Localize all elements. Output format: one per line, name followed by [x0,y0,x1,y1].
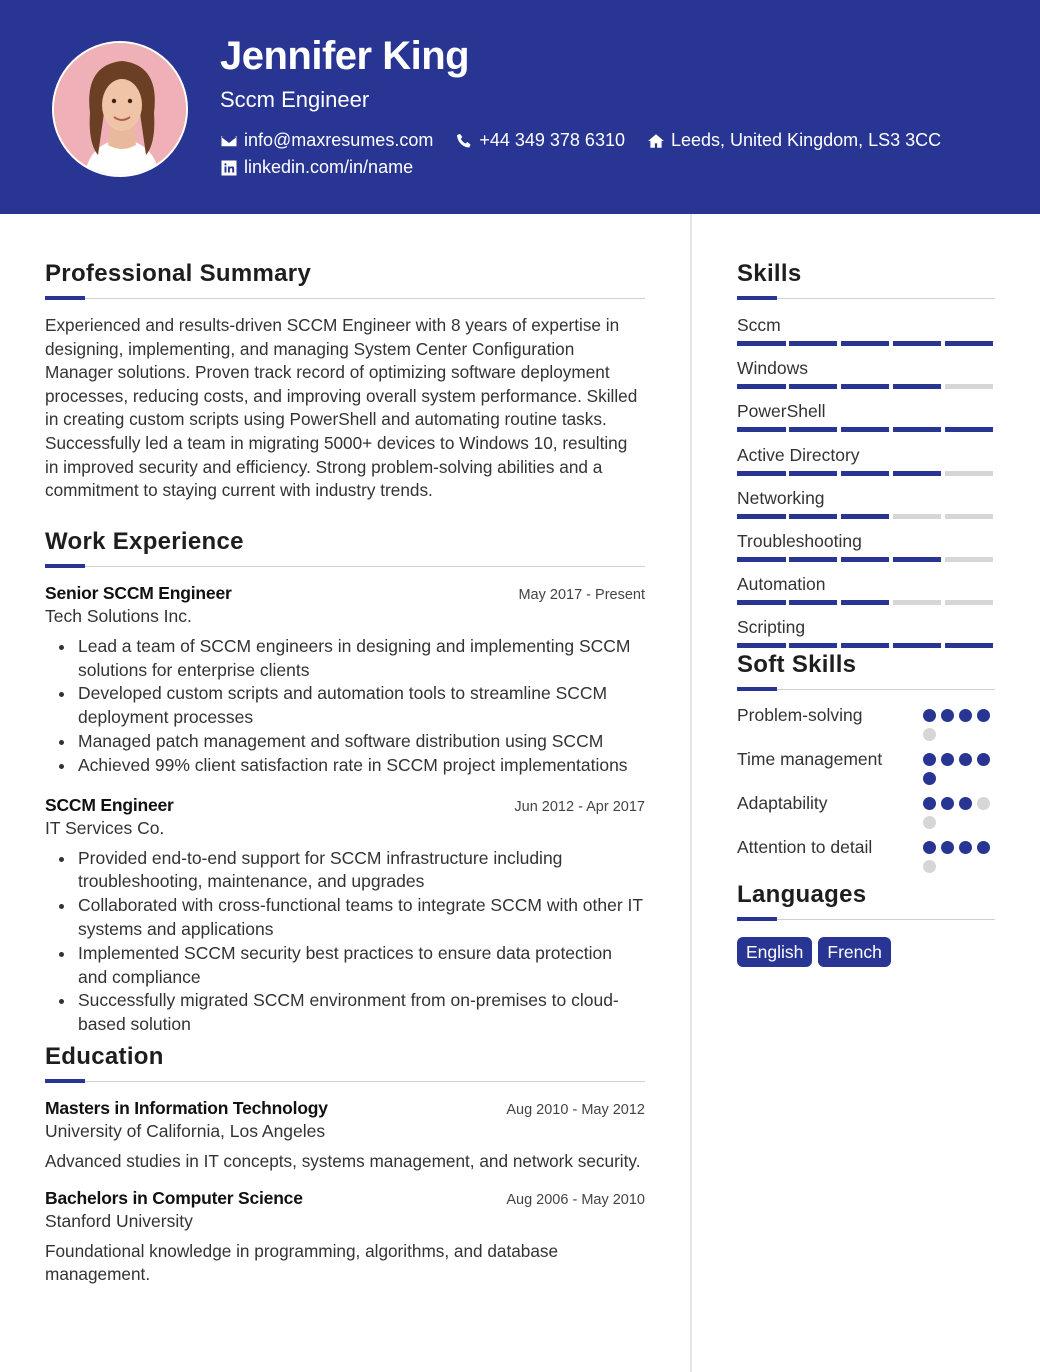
summary-text: Experienced and results-driven SCCM Engineer with 8 years of expertise in designing, implementing, and managing System Center Configuration Manager solutions. Proven track record of optimizing software deployment processes, reducing costs, and improving overall system performance. Skilled in creating custom scripts using PowerShell and automating routine tasks. Successfully led a team in migrating 5000+ devices to Windows 10, resulting in improved security and efficiency. Strong problem-solving abilities and a commitment to staying current with industry trends. [45,315,638,501]
list-item: Successfully migrated SCCM environment from on-premises to cloud-based solution [78,989,645,1037]
skill-row [737,400,995,443]
skill-level-bar [737,341,993,346]
skill-level-segment [841,557,890,562]
education-heading [45,1041,645,1083]
list-item: Collaborated with cross-functional teams to integrate SCCM with other IT systems and applications [78,894,645,942]
soft-skill-rating [923,835,995,873]
rating-dot [977,709,990,722]
rating-dot [959,753,972,766]
soft-skill-name: Time management [737,748,883,769]
list-item: Provided end-to-end support for SCCM infrastructure including troubleshooting, maintenance, and upgrades [78,847,645,895]
resume-header [0,0,1040,214]
skill-level-segment [789,514,838,519]
skill-name: Active Directory [737,444,860,465]
phone-text: +44 349 378 6310 [479,130,625,150]
rating-dot [941,797,954,810]
skill-name: Sccm [737,315,781,335]
skill-row [737,530,995,573]
skill-level-segment [789,600,838,605]
skill-row [737,357,995,400]
soft-skills-list [737,703,995,873]
skill-row [737,444,995,487]
section-rule [45,566,645,567]
skill-level-segment [737,427,786,432]
main-column [45,258,645,1287]
skill-level-segment [789,557,838,562]
job-date: Jun 2012 - Apr 2017 [514,798,645,815]
section-accent [737,917,777,921]
rating-dot [959,797,972,810]
section-accent [737,296,777,300]
skill-level-segment [945,514,994,519]
skill-level-segment [945,427,994,432]
email-text: info@maxresumes.com [244,130,434,150]
skill-level-segment [841,514,890,519]
soft-skill-rating [923,791,995,829]
contact-row-2 [220,157,435,178]
skill-level-segment [841,427,890,432]
contact-row [220,130,963,151]
section-title: Education [45,1042,164,1070]
rating-dot [959,709,972,722]
rating-dot [977,753,990,766]
address-contact [647,130,941,151]
rating-dot [941,841,954,854]
soft-skill-name: Adaptability [737,792,828,813]
education-entry [45,1188,645,1287]
skill-level-segment [893,427,942,432]
soft-skill-row [737,747,995,785]
skill-level-bar [737,384,993,389]
section-title: Languages [737,880,867,908]
degree-title: Bachelors in Computer Science [45,1187,303,1208]
skill-level-segment [893,471,942,476]
section-accent [737,687,777,691]
soft-skill-rating [923,703,995,741]
sidebar-column [737,258,995,967]
skill-row [737,487,995,530]
linkedin-icon [220,159,238,177]
section-accent [45,1079,85,1083]
soft-skill-row [737,835,995,873]
soft-skill-rating [923,747,995,785]
skill-level-segment [789,341,838,346]
skill-level-segment [893,600,942,605]
education-description: Advanced studies in IT concepts, systems management, and network security. [45,1150,641,1171]
skill-level-segment [789,471,838,476]
skill-level-segment [737,600,786,605]
education-entry [45,1098,645,1174]
experience-heading [45,526,645,568]
job-bullets [78,847,645,1037]
skill-level-segment [789,427,838,432]
skill-level-bar [737,514,993,519]
rating-dot [923,797,936,810]
skill-level-segment [789,384,838,389]
skill-level-segment [841,341,890,346]
linkedin-contact[interactable] [220,157,413,178]
soft-skill-row [737,791,995,829]
address-text: Leeds, United Kingdom, LS3 3CC [670,130,942,150]
skill-level-segment [737,384,786,389]
section-title: Professional Summary [45,260,312,287]
soft-skill-name: Problem-solving [737,704,863,725]
skill-name: Automation [737,574,826,595]
section-rule [45,298,645,299]
rating-dot [923,841,936,854]
job-title: Senior SCCM Engineer [45,582,232,603]
phone-icon [455,132,473,150]
languages-heading [737,879,995,921]
education-date: Aug 2006 - May 2010 [506,1191,645,1208]
list-item: Achieved 99% client satisfaction rate in SCCM project implementations [78,754,645,778]
profile-photo [52,41,188,177]
degree-title: Masters in Information Technology [45,1097,328,1118]
skill-level-segment [841,600,890,605]
list-item: Implemented SCCM security best practices to ensure data protection and compliance [78,942,645,990]
rating-dot [977,797,990,810]
soft-skill-row [737,703,995,741]
rating-dot [923,709,936,722]
skill-level-segment [945,557,994,562]
job-company: IT Services Co. [45,817,165,838]
list-item: Developed custom scripts and automation tools to streamline SCCM deployment processes [78,682,645,730]
soft-skill-name: Attention to detail [737,836,873,857]
skill-name: Networking [737,487,825,508]
soft-skills-heading [737,649,995,691]
skill-level-segment [945,471,994,476]
job-entry [45,795,645,1037]
section-title: Skills [737,260,802,287]
linkedin-text: linkedin.com/in/name [244,157,414,177]
phone-contact[interactable] [455,130,625,151]
job-bullets [78,635,645,778]
skill-level-segment [737,514,786,519]
section-accent [45,564,85,568]
education-date: Aug 2010 - May 2012 [506,1101,645,1118]
skill-level-segment [945,341,994,346]
candidate-title: Sccm Engineer [220,87,370,112]
job-company: Tech Solutions Inc. [45,605,192,626]
email-contact[interactable] [220,130,433,151]
skill-level-segment [893,514,942,519]
rating-dot [923,728,936,741]
section-rule [45,1081,645,1082]
candidate-name: Jennifer King [220,34,470,78]
rating-dot [923,753,936,766]
job-date: May 2017 - Present [518,586,645,603]
skill-name: Troubleshooting [737,530,862,551]
skill-level-segment [737,341,786,346]
rating-dot [923,816,936,829]
skill-name: Windows [737,358,808,379]
education-description: Foundational knowledge in programming, algorithms, and database management. [45,1240,559,1285]
rating-dot [959,841,972,854]
job-title: SCCM Engineer [45,794,174,815]
skill-level-segment [893,341,942,346]
rating-dot [941,753,954,766]
column-divider [690,214,692,1372]
section-title: Soft Skills [737,650,857,678]
section-title: Work Experience [45,527,244,555]
skill-level-bar [737,427,993,432]
skill-row [737,573,995,616]
skill-level-segment [893,384,942,389]
skills-list [737,314,995,660]
home-icon [647,132,665,150]
language-badge: English [737,937,812,967]
skill-level-bar [737,557,993,562]
person-portrait-icon [54,43,188,177]
list-item: Lead a team of SCCM engineers in designing and implementing SCCM solutions for enterprise clients [78,635,645,683]
section-accent [45,296,85,300]
languages-list [737,937,995,967]
rating-dot [977,841,990,854]
skill-level-segment [737,557,786,562]
school-name: Stanford University [45,1210,193,1231]
school-name: University of California, Los Angeles [45,1120,326,1141]
skill-name: Scripting [737,617,806,638]
skill-level-segment [737,471,786,476]
skill-level-segment [893,557,942,562]
rating-dot [941,709,954,722]
skill-name: PowerShell [737,401,826,422]
envelope-icon [220,132,238,150]
skill-level-segment [945,384,994,389]
skill-level-bar [737,600,993,605]
skill-level-bar [737,471,993,476]
job-entry [45,583,645,778]
skill-level-segment [945,600,994,605]
rating-dot [923,772,936,785]
skills-heading [737,258,995,300]
list-item: Managed patch management and software distribution using SCCM [78,730,645,754]
language-badge: French [818,937,890,967]
skill-level-segment [841,384,890,389]
rating-dot [923,860,936,873]
summary-heading [45,258,645,300]
skill-level-segment [841,471,890,476]
skill-row [737,314,995,357]
